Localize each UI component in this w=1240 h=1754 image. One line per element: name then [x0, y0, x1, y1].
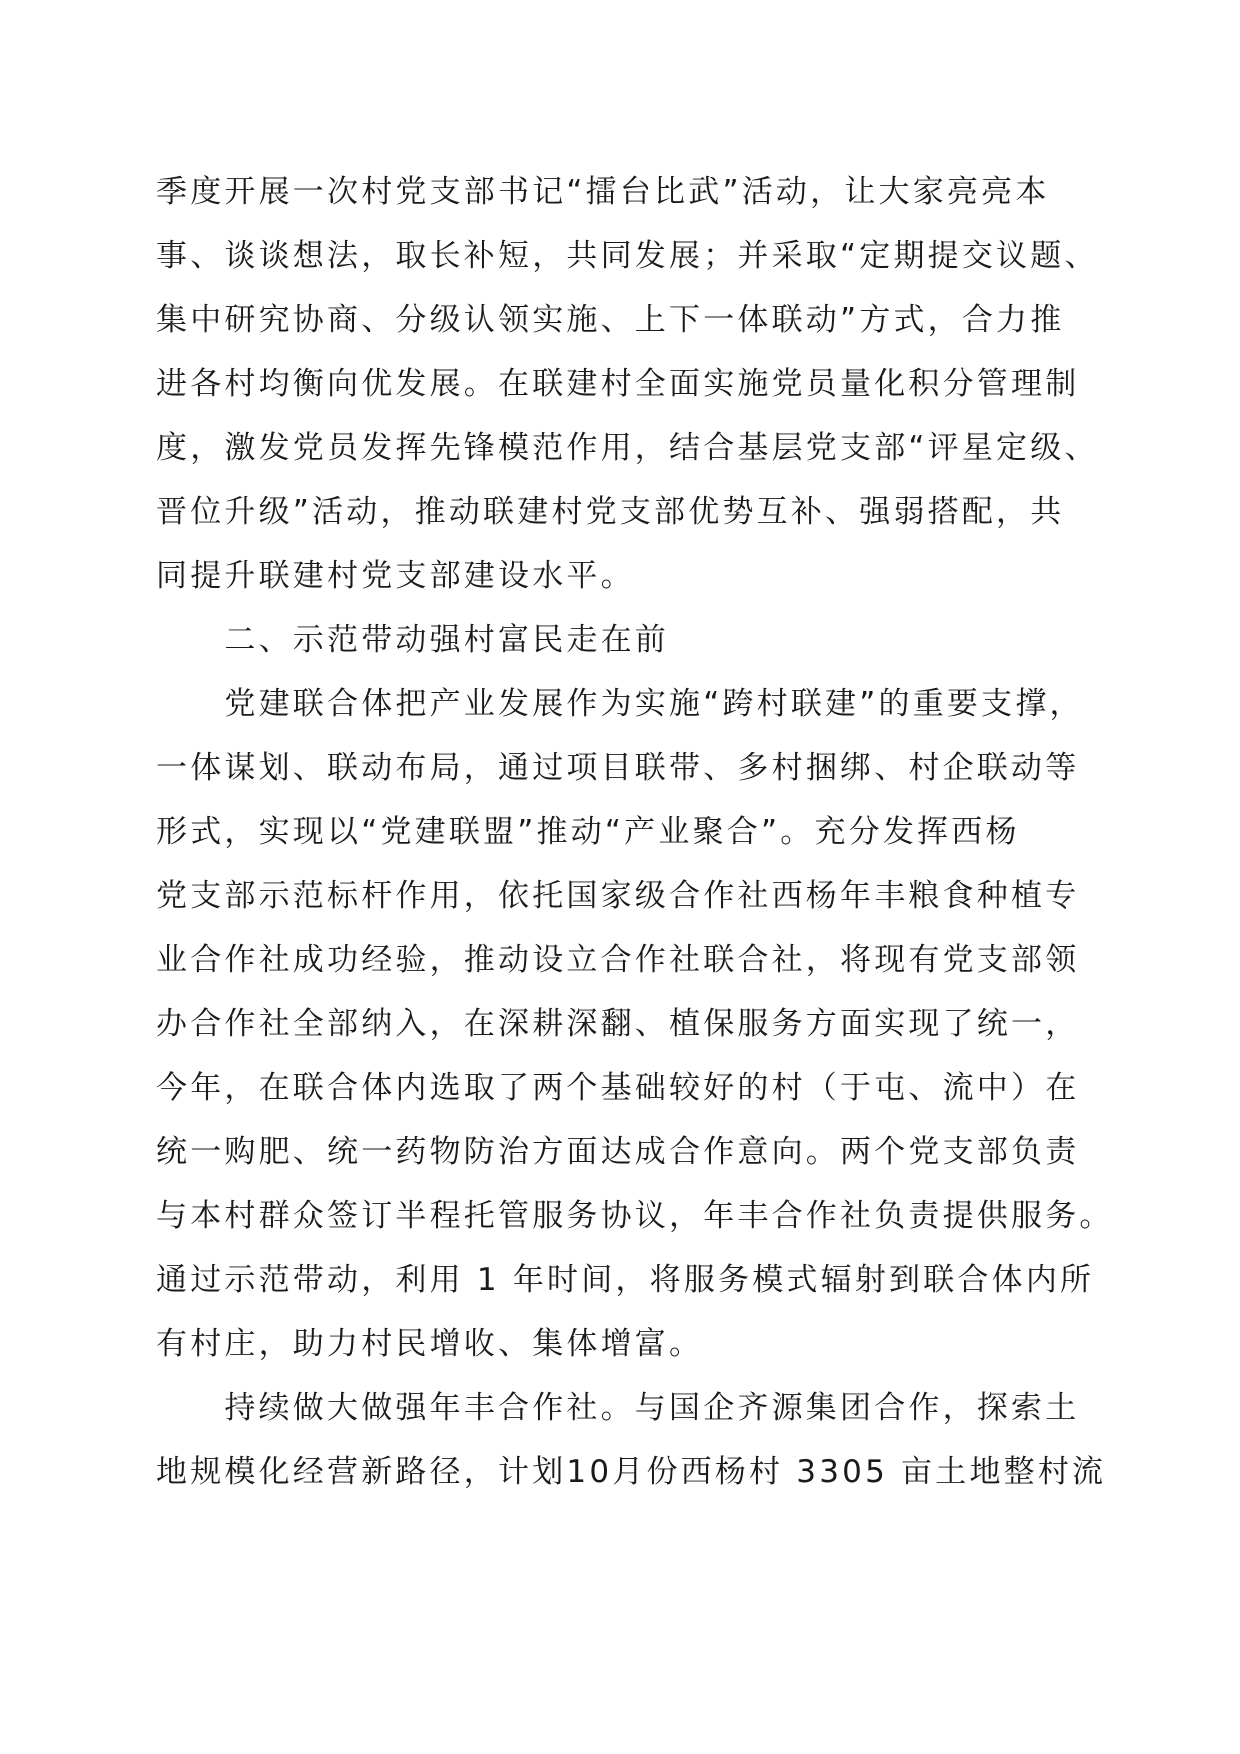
paragraph-line: 集中研究协商、分级认领实施、上下一体联动”方式，合力推 — [156, 302, 1065, 338]
paragraph-line: 晋位升级”活动，推动联建村党支部优势互补、强弱搭配，共 — [156, 494, 1065, 530]
paragraph-line: 同提升联建村党支部建设水平。 — [156, 558, 635, 594]
paragraph-line: 党建联合体把产业发展作为实施“跨村联建”的重要支撑， — [156, 686, 1084, 722]
paragraph-line: 与本村群众签订半程托管服务协议，年丰合作社负责提供服务。 — [156, 1198, 1114, 1234]
section-heading: 二、示范带动强村富民走在前 — [156, 622, 669, 658]
paragraph-line: 业合作社成功经验，推动设立合作社联合社，将现有党支部领 — [156, 942, 1080, 978]
paragraph-line: 今年，在联合体内选取了两个基础较好的村（于屯、流中）在 — [156, 1070, 1080, 1106]
paragraph-line: 统一购肥、统一药物防治方面达成合作意向。两个党支部负责 — [156, 1134, 1080, 1170]
paragraph-line: 通过示范带动，利用 1 年时间，将服务模式辐射到联合体内所 — [156, 1262, 1095, 1298]
paragraph-line: 办合作社全部纳入，在深耕深翻、植保服务方面实现了统一， — [156, 1006, 1080, 1042]
paragraph-line: 有村庄，助力村民增收、集体增富。 — [156, 1326, 704, 1362]
paragraph-line: 进各村均衡向优发展。在联建村全面实施党员量化积分管理制 — [156, 366, 1080, 402]
paragraph-line: 形式，实现以“党建联盟”推动“产业聚合”。充分发挥西杨 — [156, 814, 1020, 850]
paragraph-line: 度，激发党员发挥先锋模范作用，结合基层党支部“评星定级、 — [156, 430, 1099, 466]
paragraph-line: 持续做大做强年丰合作社。与国企齐源集团合作，探索土 — [156, 1390, 1080, 1426]
paragraph-line: 季度开展一次村党支部书记“擂台比武”活动，让大家亮亮本 — [156, 174, 1050, 210]
paragraph-line: 党支部示范标杆作用，依托国家级合作社西杨年丰粮食种植专 — [156, 878, 1080, 914]
paragraph-line: 地规模化经营新路径，计划10月份西杨村 3305 亩土地整村流 — [156, 1454, 1107, 1490]
paragraph-line: 事、谈谈想法，取长补短，共同发展；并采取“定期提交议题、 — [156, 238, 1099, 274]
paragraph-line: 一体谋划、联动布局，通过项目联带、多村捆绑、村企联动等 — [156, 750, 1080, 786]
